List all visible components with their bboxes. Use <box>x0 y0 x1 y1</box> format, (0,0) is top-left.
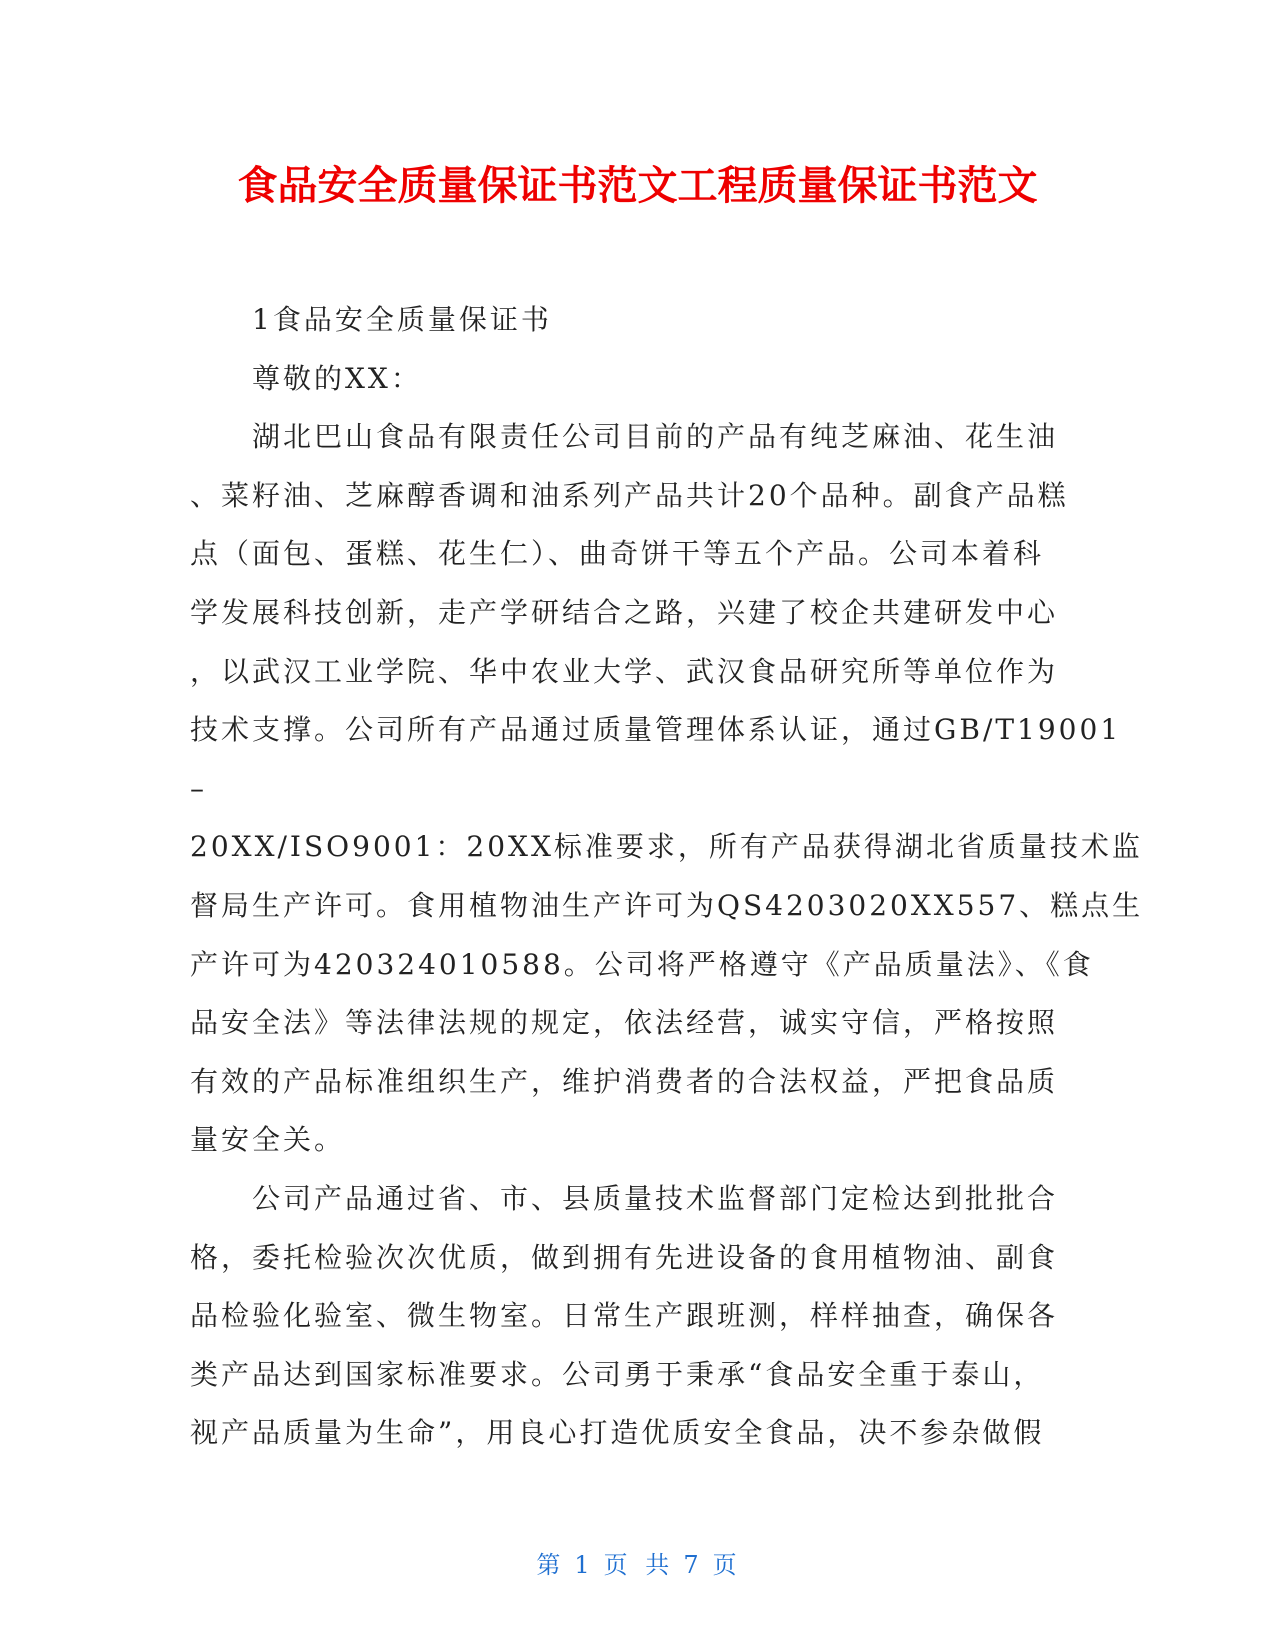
footer-suffix: 页 <box>712 1551 739 1579</box>
text-line: 公司产品通过省、市、县质量技术监督部门定检达到批批合 <box>252 1182 1059 1215</box>
text-line: 1食品安全质量保证书 <box>252 303 552 336</box>
text-line: 视产品质量为生命”，用良心打造优质安全食品，决不参杂做假 <box>190 1416 1045 1450</box>
footer-prefix: 第 <box>536 1551 563 1579</box>
text-line: 量安全关。 <box>190 1123 346 1157</box>
page-footer <box>0 1545 1275 1580</box>
text-line: 尊敬的XX： <box>252 361 422 395</box>
text-line: 学发展科技创新，走产学研结合之路，兴建了校企共建研发中心 <box>190 596 1059 629</box>
text-line: 湖北巴山食品有限责任公司目前的产品有纯芝麻油、花生油 <box>252 420 1059 454</box>
text-line: 技术支撑。公司所有产品通过质量管理体系认证，通过GB/T19001 <box>190 713 1122 747</box>
footer-middle: 页 共 <box>603 1551 672 1579</box>
text-line: 点（面包、蛋糕、花生仁）、曲奇饼干等五个产品。公司本着科 <box>190 537 1045 571</box>
footer-total-pages: 7 <box>683 1551 701 1579</box>
text-line: 产许可为420324010588。公司将严格遵守《产品质量法》、《食 <box>190 947 1094 981</box>
text-line: 格，委托检验次次优质，做到拥有先进设备的食用植物油、副食 <box>190 1240 1059 1274</box>
footer-page-number: 1 <box>574 1551 592 1579</box>
text-line: – <box>190 771 207 805</box>
document-title: 食品安全质量保证书范文工程质量保证书范文 <box>237 163 1038 209</box>
text-line: 品安全法》等法律法规的规定，依法经营，诚实守信，严格按照 <box>190 1006 1059 1040</box>
text-line: 类产品达到国家标准要求。公司勇于秉承“食品安全重于泰山， <box>190 1357 1045 1391</box>
text-line: 有效的产品标准组织生产，维护消费者的合法权益，严把食品质 <box>190 1064 1059 1098</box>
text-line: 、菜籽油、芝麻醇香调和油系列产品共计20个品种。副食产品糕 <box>190 478 1069 512</box>
text-line: 20XX/ISO9001：20XX标准要求，所有产品获得湖北省质量技术监 <box>190 830 1143 864</box>
text-line: 品检验化验室、微生物室。日常生产跟班测，样样抽查，确保各 <box>190 1299 1059 1333</box>
text-line: 督局生产许可。食用植物油生产许可为QS4203020XX557、糕点生 <box>190 889 1144 922</box>
text-line: ，以武汉工业学院、华中农业大学、武汉食品研究所等单位作为 <box>190 654 1059 688</box>
